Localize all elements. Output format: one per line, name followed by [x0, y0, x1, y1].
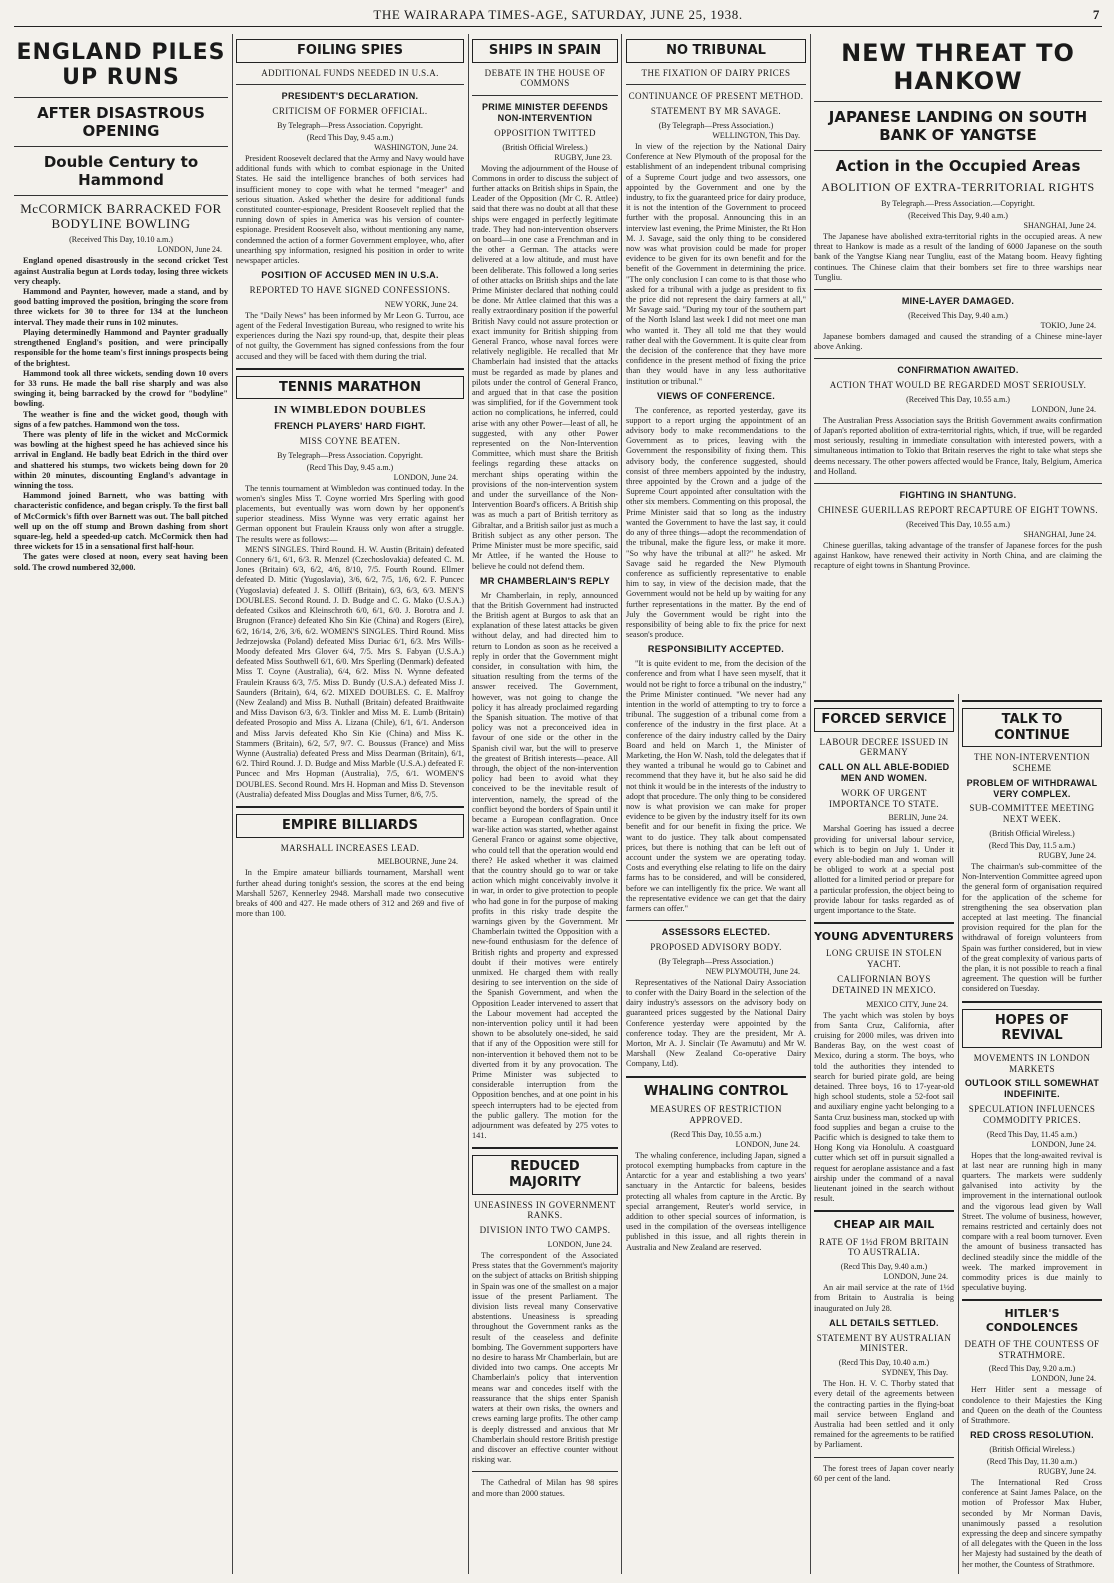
paragraph: The correspondent of the Associated Press states that the Government's majority on the subject of attacks on British shipping in Spain was one of the smallest on a major issue of the present Parliament. The division lists reveal many Conservative abstentions. Uneasiness is spreading throughout the Government ranks as the result of the ceaseless and definite bombing. The Government supporters have no desire to harass Mr Chamberlain, but are divided into two camps. One accepts Mr Chamberlain's policy that intervention means war and concedes itself with the reassurance that the ships enter Spanish waters at their own risks, the owners and crews earning large profits. The other camp is deeply distressed and anxious that Mr Chamberlain should restore British prestige and discover an effective counter without risking war. [472, 1251, 618, 1465]
received-note: (Recd This Day, 11.30 a.m.) [986, 1457, 1078, 1466]
received-note: (British Official Wireless.) [502, 142, 588, 152]
section-head: RESPONSIBILITY ACCEPTED. [647, 644, 785, 655]
paragraph: The tennis tournament at Wimbledon was continued today. In the women's singles Miss T. Coyne worried Mrs Sperling with good placements, but eventually was worn down by her opponent's superior steadiness. Miss Wynne was very erratic against her German opponent but Fraulein Krauss only won after a struggle. The results were as follows:— [236, 483, 464, 544]
article-talk [962, 694, 1102, 1574]
dateline: RUGBY, June 23. [554, 152, 612, 162]
dateline: MEXICO CITY, June 24. [866, 999, 948, 1009]
article-hankow [814, 34, 1102, 674]
column-rule [810, 34, 811, 1574]
received-note: (Recd This Day, 9.20 a.m.) [988, 1364, 1076, 1374]
subhead: CHINESE GUERILLAS REPORT RECAPTURE OF EIGHT TOWNS. [817, 504, 1099, 515]
paragraph: The chairman's sub-committee of the Non-Intervention Committee agreed upon the general form of organisation required for the application of the scheme for strengthening the sea observation plan accepted at last meeting. The financial provision required for the plan for the withdrawal of foreign volunteers from Spain was further considered, but in view of the great complexity of various parts of the plan, it is not possible to reach a final agreement. The question will be further considered on Tuesday. [962, 861, 1102, 994]
dateline: LONDON, June 24. [1031, 1139, 1096, 1149]
received-note: (Recd This Day, 10.40 a.m.) [838, 1358, 930, 1368]
dateline: NEW PLYMOUTH, June 24. [705, 966, 800, 976]
received-note: (Received This Day, 9.40 a.m.) [908, 210, 1008, 220]
headline-forced: FORCED SERVICE [814, 708, 954, 732]
paragraph: Moving the adjournment of the House of Commons in order to discuss the subject of further attacks on British ships in Spain, the Leader of the Opposition (Mr C. R. Attlee) said that there was no doubt at all that these ships were engaged in perfectly legitimate trade. They had non-intervention observers on board—in one case a Frenchman and in the other a German. The attacks were delivered at a low altitude, and must have been deliberate. This followed a long series of other attacks on British ships and the late Prime Minister declared that nothing could be done. Mr Attlee claimed that this was a really extraordinary position if the powerful British Navy could not assure protection or exact immunity for British shipping from General Franco, whose naval forces were relatively negligible. He recalled that Mr Chamberlain had insisted that the attacks must be regarded as made by planes and pilots under the control of General Franco, and argued that in that case the position was simplified, for if the Government took action no complications, he inferred, could arise with any other Power—least of all, he suggested, with any other Power represented on the Non-Intervention Committee, which must share the British feelings regarding these attacks on merchant ships operating within the provisions of the non-intervention system and under the surveillance of the Non-Intervention Board's officers. A British ship was as much a part of British territory as Gibraltar, and a British sailor just as much a British subject as any other person. The Prime Minister must be more specific, said Mr Attlee, if he wanted the House to believe he could not defend them. [472, 163, 618, 571]
headline-assessors: ASSESSORS ELECTED. [661, 927, 771, 938]
subhead: PRESIDENT'S DECLARATION. [281, 91, 419, 102]
paragraph: In the Empire amateur billiards tournament, Marshall went further ahead during tonight's session, the scores at the end being Marshall 5267, Kennerley 2948. Marshall made two consecutive breaks of 400 and 427. He made others of 312 and 269 and five of more than 100. [236, 868, 464, 919]
paragraph: In view of the rejection by the National Dairy Conference at New Plymouth of the proposal for the establishment of an independent tribunal comprising of a Supreme Court judge and two assessors, one appointed by the Government and one by the industry, to fix the guaranteed price for dairy produce, it is not the intention of the Government to proceed further with the proposal. Announcing this in an interview last evening, the Prime Minister, the Rt Hon M. J. Savage, said the only thing to be considered now was what provision could be made for proper evidence to be given for its own benefit and for the benefit of the Government in determining the price. "The only conclusion I can come to is that those who asked for a tribunal with a judge as president to fix the price did not represent the dairy farmers at all," Mr Savage said. "During my tour of the southern part of the North Island last week I did not meet one man who wanted it. They all told me that they would rather deal with the Government. It is quite clear from the decision of the conference that they have more confidence in the present method of fixing the price than they would have in any less authoritative institution or tribunal." [626, 141, 806, 386]
received-note: (Recd This Day, 11.5 a.m.) [988, 840, 1076, 850]
paragraph: England opened disastrously in the second cricket Test against Australia begun at Lords today, losing three wickets very cheaply. [14, 256, 228, 286]
dateline: LONDON, June 24. [393, 472, 458, 482]
received-note: (Recd This Day, 10.55 a.m.) [670, 1129, 762, 1139]
subhead: DIVISION INTO TWO CAMPS. [479, 1225, 611, 1236]
dateline: MELBOURNE, June 24. [377, 857, 458, 867]
paragraph: The Cathedral of Milan has 98 spires and more than 2000 statues. [472, 1478, 618, 1498]
paragraph: Hammond and Paynter, however, made a stand, and by good batting improved the position, bringing the score from three wickets for 30 to three for 134 at the luncheon interval. They made their runs in 102 minutes. [14, 287, 228, 327]
paragraph: Hammond joined Barnett, who was batting with characteristic confidence, and began crisply. To the first ball of McCormick's fifth over Barnett was out. The ball pitched well up on the off stump and Brown dashing from short square-leg, held a speeded-up catch. McCormick then had three wickets for 15 in a sensational first half-hour. [14, 491, 228, 552]
dateline: SHANGHAI, June 24. [1023, 529, 1096, 539]
received-note: (Received This Day, 10.10 a.m.) [69, 235, 173, 245]
subhead: Double Century to Hammond [43, 152, 199, 189]
section-head: FIGHTING IN SHANTUNG. [899, 490, 1017, 501]
received-note: (Received This Day, 10.55 a.m.) [906, 394, 1010, 404]
subhead: PROPOSED ADVISORY BODY. [650, 942, 782, 952]
subhead: ADDITIONAL FUNDS NEEDED IN U.S.A. [261, 67, 439, 78]
paragraph: The "Daily News" has been informed by Mr Leon G. Turrou, ace agent of the Federal Investigation Bureau, who resigned to write his experiences during the Nazi spy round-up, that, despite their pleas of not guilty, the Government has signed confessions from the four accused and they will be faced with them during the trial. [236, 310, 464, 361]
subhead: WORK OF URGENT IMPORTANCE TO STATE. [829, 787, 939, 809]
received-note: (Received This Day, 10.55 a.m.) [906, 519, 1010, 529]
subhead: IN WIMBLEDON DOUBLES [273, 404, 427, 417]
paragraph: An air mail service at the rate of 1½d from Britain to Australia is being inaugurated on July 28. [814, 1283, 954, 1313]
subhead: DEATH OF THE COUNTESS OF STRATHMORE. [964, 1338, 1100, 1360]
subhead: JAPANESE LANDING ON SOUTH BANK OF YANGTSE [828, 108, 1088, 145]
subhead: THE NON-INTERVENTION SCHEME [973, 752, 1090, 773]
masthead-title: THE WAIRARAPA TIMES-AGE, SATURDAY, JUNE 25, 1938. [373, 7, 743, 22]
article-foiling [236, 34, 464, 1574]
dateline: BERLIN, June 24. [888, 813, 948, 823]
dateline: LONDON, June 24. [735, 1139, 800, 1149]
dateline: LONDON, June 24. [157, 245, 222, 255]
article-forced [814, 694, 954, 1574]
received-note: (Received This Day, 9.40 a.m.) [908, 310, 1008, 320]
subhead: PROBLEM OF WITHDRAWAL VERY COMPLEX. [966, 777, 1098, 799]
subhead: McCORMICK BARRACKED FOR BODYLINE BOWLING [20, 200, 222, 231]
subhead: FRENCH PLAYERS' HARD FIGHT. [274, 421, 426, 432]
dateline: TOKIO, June 24. [1040, 320, 1096, 330]
subhead: LABOUR DECREE ISSUED IN GERMANY [819, 736, 949, 758]
section-head: MINE-LAYER DAMAGED. [901, 296, 1015, 306]
subhead: MEASURES OF RESTRICTION APPROVED. [650, 1104, 782, 1126]
column-rule [232, 34, 233, 1574]
received-note: By Telegraph.—Press Association.—Copyright. [881, 198, 1035, 208]
subhead: CRITICISM OF FORMER OFFICIAL. [272, 106, 428, 117]
subhead: OPPOSITION TWITTED [494, 127, 596, 138]
headline-tribunal: NO TRIBUNAL [626, 39, 806, 63]
received-note: (Recd This Day, 9.45 a.m.) [306, 132, 394, 142]
subhead: UNEASINESS IN GOVERNMENT RANKS. [474, 1199, 616, 1221]
section-head: RED CROSS RESOLUTION. [970, 1430, 1094, 1441]
headline-reduced: REDUCED MAJORITY [472, 1155, 618, 1194]
received-note: By Telegraph—Press Association. Copyright. [277, 120, 423, 130]
headline-foiling: FOILING SPIES [236, 39, 464, 63]
column-rule [958, 694, 959, 1574]
subhead: REPORTED TO HAVE SIGNED CONFESSIONS. [249, 285, 451, 296]
dateline: SHANGHAI, June 24. [1023, 220, 1096, 230]
headline-england: ENGLAND PILES UP RUNS [16, 40, 226, 91]
paragraph: Chinese guerillas, taking advantage of the transfer of Japanese forces for the push against Hankow, have renewed their activity in North China, and are claiming the recapture of eight towns in Shantung Province. [814, 540, 1102, 571]
section-head: MR CHAMBERLAIN'S REPLY [480, 575, 610, 586]
received-note: By Telegraph—Press Association. Copyright. [277, 450, 423, 460]
paragraph: "It is quite evident to me, from the decision of the conference and from what I have seen myself, that it would not be right to force a tribunal on the industry," the Prime Minister continued. "We never had any intention in the world of attempting to try to force a tribunal. The suggestion of a tribunal come from a conference of the industry in the first place. At a conference of the dairy industry called by the Dairy Board and held on March 1, the Minister of Marketing, the Hon W. Nash, told the delegates that if they wanted a tribunal he would go to Cabinet and recommend that they have it, but he also said he did not think it would be in the interests of the industry to adopt that procedure. The only thing to be considered now is what provision we can make for proper evidence to be given by the industry itself for its own benefit and for our benefit in fixing the price. We want to do justice. They talk about compensated prices, but there is nothing that can be left out of account under the system we are operating today. Costs and everything else relating to life on the dairy farms has to be considered, and will be considered, before we can intelligently fix the price. We want all the representative evidence we can get that the dairy farmers can offer." [626, 659, 806, 913]
paragraph: The whaling conference, including Japan, signed a protocol exempting humpbacks from capture in the Antarctic for a year and establishing a two years' sanctuary in the Antarctic for baleens, besides protecting all whales from capture in the Arctic. By special arrangement, Reuter's world service, in addition to other special sources of information, is used in the compilation of the overseas intelligence published in this issue, and all rights therein in Australia and New Zealand are reserved. [626, 1150, 806, 1252]
paragraph: Japanese bombers damaged and caused the stranding of a Chinese mine-layer above Anking. [814, 331, 1102, 351]
column-rule [621, 34, 622, 1574]
dateline: RUGBY, June 24. [1038, 850, 1096, 860]
page-number: 7 [1092, 7, 1100, 22]
paragraph: Mr Chamberlain, in reply, announced that the British Government had instructed the British agent at Burgos to ask that an explanation of these latest attacks be given without delay, and had directed him to return to London as soon as he received a reply in order that the Government might consider, in consultation with him, the situation resulting from the terms of the answer received. The Government, however, was not going to change the policy it has already proclaimed regarding the Spanish situation. The motive of that policy was not a preconceived idea in favour of one side or the other in the Spanish civil war, but the will to preserve the greatest of British interests—peace. All through, the object of the non-intervention policy had been to avoid what they conceived to be the inevitable result of intervention, namely, the spread of the conflict beyond the borders of Spain until it became a European conflagration. Once war-like action was started, whether against General Franco or against some objective, who could tell that the operation would end there? He asked whether it was claimed that the country should go to war or take action which might conceivably involve it in war, in order to give protection to people who had gone in for the purpose of making profits in this risky trade despite the warnings given by the Government. Mr Chamberlain twitted the Opposition with a new-found enthusiasm for the defence of British rights and property and expressed doubt if their motives were entirely unmixed. He charged them with really desiring to see intervention on the side of the Spanish Government, and when the Opposition Leader intervened to assert that the Labour movement had accepted the non-intervention policy until it had been shown to be absolutely one-sided, he said that if any of the Opposition were still for non-intervention it behoved them not to be diverted from it by any provocation. The Prime Minister was subjected to considerable interruption from the Opposition benches, and at one point in his speech interrupters had to be ejected from the public gallery. The motion for the adjournment was defeated by 275 votes to 141. [472, 590, 618, 1141]
paragraph: The gates were closed at noon, every seat having been sold. The crowd numbered 32,000. [14, 552, 228, 572]
headline-whaling: WHALING CONTROL [643, 1083, 789, 1099]
subhead: SPECULATION INFLUENCES COMMODITY PRICES. [968, 1103, 1096, 1125]
subhead: Action in the Occupied Areas [835, 157, 1081, 176]
article-tribunal [626, 34, 806, 1574]
subhead: CALIFORNIAN BOYS DETAINED IN MEXICO. [831, 973, 937, 995]
subhead: ACTION THAT WOULD BE REGARDED MOST SERIOUSLY. [829, 380, 1087, 390]
subhead: LONG CRUISE IN STOLEN YACHT. [826, 948, 942, 970]
paragraph: Representatives of the National Dairy Association to confer with the Dairy Board in the selection of the dairy industry's assessors on the advisory body on guaranteed prices suggested by the National Dairy Conference yesterday were appointed by the conference today. They are the president, Mr A. Morton, Mr A. J. Sinclair (Te Awamutu) and Mr W. Marshall (New Zealand Co-operative Dairy Company, Ltd). [626, 977, 806, 1069]
paragraph: The weather is fine and the wicket good, though with signs of a few patches. Hammond won the toss. [14, 409, 228, 429]
paragraph: The forest trees of Japan cover nearly 60 per cent of the land. [814, 1463, 954, 1483]
dateline: LONDON, June 24. [1031, 1374, 1096, 1384]
paragraph: The Australian Press Association says the British Government awaits confirmation of Japan's reported abolition of extra-territorial rights, which, if true, will be regarded most seriously, resulting in immediate consultation with interested powers, with a simultaneous intimation to Tokio that Britain reserves the right to take what steps she deems necessary. The other powers affected would be France, Italy, Belgium, America and Holland. [814, 415, 1102, 476]
dateline: NEW YORK, June 24. [384, 299, 458, 309]
section-head: VIEWS OF CONFERENCE. [656, 390, 775, 401]
headline-adventurers: YOUNG ADVENTURERS [814, 930, 954, 944]
paragraph: Marshal Goering has issued a decree providing for universal labour service, which is to begin on July 1. Under it every able-bodied man and woman will be obliged to work at a special post allotted for a limited period or prepare for a particular profession, the object being to provide labour for tasks regarded as of urgent importance to the State. [814, 824, 954, 915]
subhead: MARSHALL INCREASES LEAD. [280, 842, 420, 853]
dateline: WELLINGTON, This Day. [712, 130, 800, 140]
subhead: MOVEMENTS IN LONDON MARKETS [973, 1052, 1091, 1074]
subhead: STATEMENT BY AUSTRALIAN MINISTER. [816, 1332, 952, 1354]
column-rule [468, 34, 469, 1574]
subhead: RATE OF 1½d FROM BRITAIN TO AUSTRALIA. [819, 1236, 949, 1258]
received-note: (British Official Wireless.) [989, 828, 1075, 838]
received-note: (Recd This Day, 9.45 a.m.) [306, 462, 394, 472]
paragraph: The International Red Cross conference at Saint James Palace, on the motion of Professor Max Huber, seconded by Mr Norman Davis, unanimously passed a resolution expressing the deep and sincere sympathy of all delegates with the Queen in the loss her Majesty had sustained by the death of her mother, the Countess of Strathmore. [962, 1478, 1102, 1569]
subhead: ABOLITION OF EXTRA-TERRITORIAL RIGHTS [821, 180, 1095, 195]
masthead [14, 4, 1102, 27]
subhead: PRIME MINISTER DEFENDS NON-INTERVENTION [481, 102, 609, 123]
paragraph: Hopes that the long-awaited revival is at last near are running high in many quarters. The markets were suddenly galvanised into activity by the improvement in the international outlook and the vigorous lead given by Wall Street. The volume of business, however, remains restricted and certainly does not compare with a real boom turnover. Even the amount of business transacted has declined steadily since the middle of the week. The marked improvement in commodity prices is due mainly to speculative buying. [962, 1150, 1102, 1293]
paragraph: The yacht which was stolen by boys from Santa Cruz, California, after cruising for 2000 miles, was driven into Banderas Bay, on the west coast of Mexico, during a storm. The boys, who told the authorities they intended to search for buried pirate gold, are being detained. Three boys, 16 to 17-year-old high school students, stole a 52-foot sail and auxiliary engine yacht belonging to a Santa Cruz business man, stocked up with food supplies and began a cruise to the Pacific which is designed to take them to Hong Kong via Honolulu. A coastguard cutter which set off in pursuit signalled a request for aeroplane assistance and a fast airship under the command of a naval lieutenant joined in the search without result. [814, 1010, 954, 1204]
dateline: RUGBY, June 24. [1038, 1467, 1096, 1476]
paragraph: President Roosevelt declared that the Army and Navy would have additional funds with which to combat espionage in the United States. He said the intelligence branches of both services had insufficient money to cope with what he termed "meager" and serious situation. Asked whether the desire for additional funds constituted counter-espionage, President Roosevelt replied that the running down of spies in America was his version of counter-espionage. President Roosevelt also, without mentioning any name, condemned the action of a former Government employee, who, after unearthing spy information, resigned his position in order to write newspaper articles. [236, 153, 464, 266]
section-head: CONFIRMATION AWAITED. [897, 365, 1019, 376]
headline-hankow: NEW THREAT TO HANKOW [841, 39, 1075, 95]
subhead: DEBATE IN THE HOUSE OF COMMONS [484, 67, 606, 89]
paragraph: Herr Hitler sent a message of condolence to their Majesties the King and Queen on the death of the Countess of Strathmore. [962, 1385, 1102, 1425]
headline-billiards: EMPIRE BILLIARDS [236, 814, 464, 838]
paragraph: The Japanese have abolished extra-territorial rights in the occupied areas. A new threat to Hankow is made as a result of the landing of 6000 Japanese on the south bank of the Yangtse Kiang near Tungliu, east of the Matang boom. Heavy fighting continues. The Chinese claim that their bombers set fire to three warships near Tungliu. [814, 231, 1102, 282]
headline-talk: TALK TO CONTINUE [962, 708, 1102, 747]
article-england [14, 34, 228, 1574]
dateline: LONDON, June 24. [547, 1240, 612, 1250]
dateline: WASHINGTON, June 24. [374, 142, 458, 152]
dateline: SYDNEY, This Day. [881, 1368, 948, 1378]
paragraph: Hammond took all three wickets, sending down 10 overs for 33 runs. He made the ball rise sharply and was also swinging it, being barracked by the crowd for "bodyline" bowling. [14, 368, 228, 409]
headline-revival: HOPES OF REVIVAL [962, 1009, 1102, 1048]
received-note: (Recd This Day, 11.45 a.m.) [986, 1129, 1078, 1139]
dateline: LONDON, June 24. [883, 1272, 948, 1282]
paragraph: Playing determinedly Hammond and Paynter gradually strengthened England's position, and were principally responsible for the home team's first innings prospects being of the brightest. [14, 327, 228, 368]
headline-hitler: HITLER'S CONDOLENCES [985, 1307, 1079, 1334]
subhead: CONTINUANCE OF PRESENT METHOD. [628, 91, 804, 102]
subhead: MISS COYNE BEATEN. [299, 435, 401, 446]
article-ships [472, 34, 618, 1574]
paragraph: The conference, as reported yesterday, gave its support to a report urging the appointment of an advisory body to make recommendations to the Government as to prices, leaving with the Government the responsibility of fixing them. This advisory body, the conference suggested, should consist of three members appointed by the industry, three appointed by the Crown and a judge of the Supreme Court appointed after consultation with the other six members. Commenting on this proposal, the Prime Minister said that so long as the industry wanted the Government to have the last say, it could do any of three things—adopt the recommendation of the tribunal, make the figure less, or make it more. "So why have the tribunal at all?" he asked. Mr Savage said he regarded the New Plymouth conference as sufficiently representative to enable him to say, in view of the decision made, that the Government would not be held up by waiting for any further representations in the matter. By the end of July the Government would be right into the responsibility of being able to fix the price for next season's produce. [626, 405, 806, 640]
dateline: LONDON, June 24. [1031, 404, 1096, 414]
subhead: SUB-COMMITTEE MEETING NEXT WEEK. [969, 803, 1095, 825]
section-head: ALL DETAILS SETTLED. [829, 1317, 939, 1328]
paragraph: There was plenty of life in the wicket and McCormick was bowling at the highest speed he has achieved since his arrival in England. He badly beat Edrich in the third over and shattered his stumps, two wickets being down for 20 within 20 minutes, discounting England's advantage in winning the toss. [14, 429, 228, 490]
subhead: OUTLOOK STILL SOMEWHAT INDEFINITE. [964, 1078, 1100, 1100]
subhead: THE FIXATION OF DAIRY PRICES [641, 67, 791, 78]
received-note: (By Telegraph—Press Association.) [658, 120, 774, 130]
received-note: (British Official Wireless.) [989, 1445, 1075, 1454]
headline-ships: SHIPS IN SPAIN [472, 39, 618, 63]
received-note: (Recd This Day, 9.40 a.m.) [840, 1262, 928, 1272]
subhead: AFTER DISASTROUS OPENING [37, 103, 205, 140]
received-note: (By Telegraph—Press Association.) [658, 956, 774, 966]
paragraph: The Hon. H. V. C. Thorby stated that every detail of the agreements between the contracting parties in the flying-boat mail service between England and Australia had been settled and it only remained for the agreements to be ratified by Parliament. [814, 1379, 954, 1450]
subhead: STATEMENT BY MR SAVAGE. [650, 106, 782, 117]
headline-airmail: CHEAP AIR MAIL [833, 1218, 935, 1232]
results: MEN'S SINGLES. Third Round. H. W. Austin (Britain) defeated Connery 6/1, 6/1, 6/3. R. Menzel (Czechoslovakia) defeated C. M. Jones (Britain) 6/3, 6/2, 4/6, 8/10, 7/5. Fourth Round. Ellmer defeated D. Mitic (Yugoslavia), 3/6, 6/2, 7/5, 1/6, 6/2. F. Puncec (Yugoslavia) defeated J. S. Olliff (Britain), 6/3, 6/3, 6/3. MEN'S DOUBLES. Second Round. J. D. Budge and C. G. Mako (U.S.A.) defeated Csikos and Kleinschroth 6/0, 6/1, 6/0. J. Borotra and J. Brugnon (France) defeated Kho Sin Kie (China) and Rogers (Eire), 6/2, 16/14, 2/6, 3/6, 6/2. WOMEN'S SINGLES. Third Round. Miss Jedrzejowska (Poland) defeated Miss Duriac 6/1, 6/3. Mrs Wills-Moody defeated Mrs Glover 6/4, 7/5. Mrs S. Fabyan (U.S.A.) defeated Miss Southwell 6/1, 6/0. Mrs Sperling (Denmark) defeated Miss T. Coyne (Australia), 6/4, 6/2. Miss N. Wynne defeated Fraulein Krauss 6/3, 7/5. Miss D. Bundy (U.S.A.) defeated Miss J. Saunders (Britain), 6/4, 6/2. MIXED DOUBLES. C. E. Malfroy (New Zealand) and Miss B. Nuthall (Britain) defeated Braithwaite and Miss Davison 6/3, 6/3. Tinkler and Miss M. E. Lumb (Britain) defeated Prosopio and Miss A. Lizana (Chile), 6/1, 6/1. Anderson and Miss Jarvis defeated Kho Sin Kie (China) and Miss K. Stammers (Britain), 6/2, 5/7, 9/7. C. Boussus (France) and Miss Wynne (Australia) defeated Press and Miss Dearman (Britain), 6/1, 6/2. Third Round. J. D. Budge and Miss Marble (U.S.A.) defeated F. Puncec and Mrs Hopman (Australia), 7/5, 6/1. WOMEN'S DOUBLES. Second Round. Mrs H. Hopman and Miss D. Stevenson (Australia) defeated Miss Douglas and Miss Turner, 8/6, 7/5. [236, 544, 464, 799]
section-head: POSITION OF ACCUSED MEN IN U.S.A. [261, 270, 439, 281]
subhead: CALL ON ALL ABLE-BODIED MEN AND WOMEN. [818, 762, 950, 783]
headline-tennis: TENNIS MARATHON [236, 376, 464, 400]
